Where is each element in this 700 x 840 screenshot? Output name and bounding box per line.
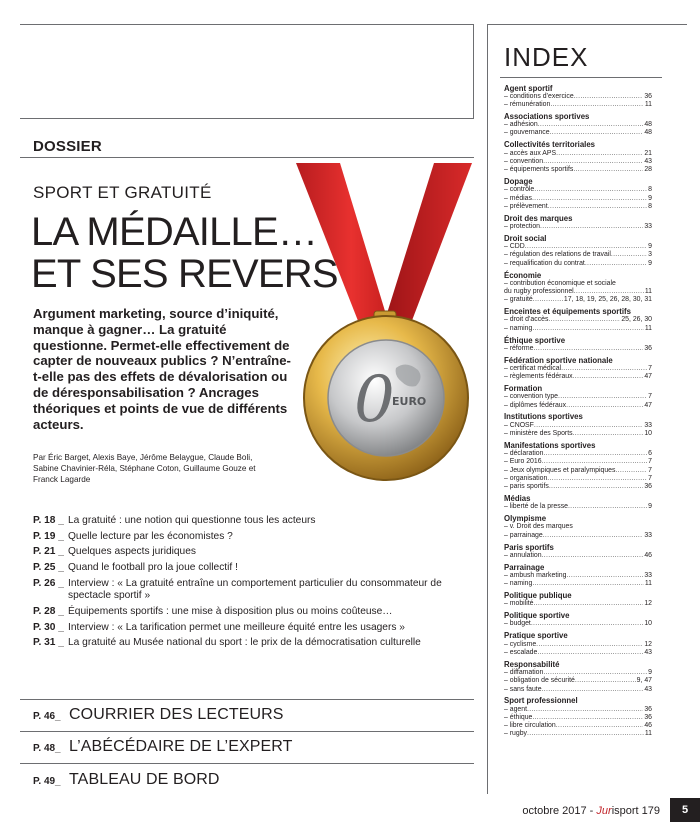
dot-leader [574,93,644,101]
dot-leader [573,430,644,438]
toc-text: La gratuité : une notion qui questionne tous les acteurs [68,515,316,526]
index-entry-pages: 10 [644,429,652,437]
dot-leader [556,722,644,730]
section-divider [20,157,474,158]
index-entry-pages: 11 [644,580,652,588]
toc-item[interactable] [33,546,473,559]
dot-leader [573,166,643,174]
index-entry-pages: 33 [644,421,652,429]
dot-leader [573,373,644,381]
index-entry-label: – v. Droit des marques [504,523,573,531]
index-entry-label: – paris sportifs [504,483,549,491]
rubric-title: COURRIER DES LECTEURS [69,706,284,723]
toc-page: P. 26 _ [33,577,64,589]
index-entry[interactable] [504,552,652,560]
index-heading: Olympisme [504,514,547,524]
index-entry-label: du rugby professionnel [504,288,574,296]
issue-number: isport 179 [611,805,660,817]
title-line-2: ET SES REVERS [31,252,338,296]
index-entry-label: – liberté de la presse [504,503,568,511]
index-entry-pages: 36 [644,92,652,100]
index-entry-pages: 11 [644,288,652,296]
index-entry[interactable] [504,483,652,491]
index-entry[interactable] [504,572,652,580]
index-entry-label: – escalade [504,648,538,656]
rubric-item[interactable] [33,706,284,724]
index-entry-label: – agent [504,705,527,713]
index-entry-label: – CDD [504,243,525,251]
brand-name: Jur [596,805,612,817]
index-list [504,81,652,739]
index-entry[interactable] [504,641,652,649]
index-entry-pages: 46 [644,551,652,559]
index-entry-label: – équipements sportifs [504,166,574,174]
toc-page: P. 30 _ [33,621,64,633]
index-entry[interactable] [504,203,652,211]
index-entry[interactable] [504,422,652,430]
ribbon-left [296,163,388,331]
index-entry[interactable] [504,532,652,540]
index-entry-label: – gouvernance [504,129,550,137]
index-entry-pages: 33 [644,222,652,230]
toc-page: P. 31 _ [33,637,64,649]
index-entry[interactable] [504,158,652,166]
index-entry-pages: 47 [644,401,652,409]
dot-leader [561,365,647,373]
rubric-title: L’ABÉCÉDAIRE DE L’EXPERT [69,738,293,755]
dot-leader [534,186,647,194]
index-entry-pages: 43 [644,157,652,165]
rubric-page: P. 46_ [33,711,61,722]
toc-page: P. 19 _ [33,530,64,542]
index-entry[interactable] [504,402,652,410]
index-entry-pages: 43 [644,648,652,656]
dot-leader [532,714,643,722]
kicker: SPORT ET GRATUITÉ [33,183,212,202]
index-heading: Enceintes et équipements sportifs [504,307,631,317]
index-entry[interactable] [504,467,652,475]
index-entry-label: – adhésion [504,121,538,129]
dot-leader [532,195,647,203]
toc-item[interactable] [33,531,473,544]
index-entry[interactable] [504,223,652,231]
index-entry[interactable] [504,243,652,251]
index-entry-label: – libre circulation [504,722,556,730]
index-entry-pages: 48 [644,121,652,129]
index-entry[interactable] [504,101,652,109]
dot-leader [543,450,647,458]
index-entry[interactable] [504,620,652,628]
index-entry-pages: 7 [648,474,652,482]
index-heading: Manifestations sportives [504,440,596,450]
index-entry-label: – requalification du contrat [504,259,585,267]
rubric-item[interactable] [33,738,293,756]
coin-numeral: 0 [354,363,395,437]
index-entry-label: – conditions d’exercice [504,92,574,100]
dot-leader [574,288,644,296]
index-entry-label: – protection [504,222,541,230]
index-entry-pages: 25, 26, 30 [621,316,652,324]
index-entry[interactable] [504,93,652,101]
issue-date: octobre 2017 - [522,805,597,817]
index-heading: Sport professionnel [504,696,578,706]
toc-page: P. 21 _ [33,546,64,558]
dot-leader [566,402,643,410]
dot-leader [543,158,643,166]
dot-leader [538,121,644,129]
index-entry[interactable] [504,296,652,304]
toc-page: P. 25 _ [33,562,64,574]
index-entry-pages: 3 [648,251,652,259]
index-entry-label: – parrainage [504,531,543,539]
index-heading: Droit des marques [504,213,573,223]
index-entry-pages: 36 [644,344,652,352]
index-entry[interactable] [504,365,652,373]
dot-leader [611,251,647,259]
index-entry-label: – naming [504,580,533,588]
index-entry-pages: 46 [644,722,652,730]
toc-text: Interview : « La tarification permet une meilleure équité entre les usagers » [68,621,405,633]
index-entry-label: – convention type [504,393,559,401]
dot-leader [542,458,648,466]
index-entry-pages: 7 [648,393,652,401]
index-entry-label: – ambush marketing [504,571,567,579]
toc-text: Quelques aspects juridiques [68,546,196,558]
index-entry-label: – régulation des relations de travail [504,251,611,259]
rubric-page: P. 48_ [33,743,61,754]
toc-text: Équipements sportifs : une mise à disposition plus ou moins coûteuse… [68,605,393,617]
index-entry[interactable] [504,649,652,657]
index-entry-pages: 36 [644,483,652,491]
index-heading: Économie [504,270,542,280]
rubric-divider [20,763,474,764]
index-entry[interactable] [504,669,652,677]
index-entry-pages: 11 [644,730,652,738]
index-divider [500,77,662,78]
index-entry-label: – ministère des Sports [504,429,573,437]
table-of-contents [33,515,473,653]
index-entry-label: – Jeux olympiques et paralympiques [504,466,616,474]
dot-leader [548,203,647,211]
index-heading: Éthique sportive [504,335,566,345]
page-number: 5 [670,798,700,822]
index-heading: Parrainage [504,562,545,572]
index-entry-pages: 6 [648,450,652,458]
index-entry-label: – budget [504,620,531,628]
index-entry[interactable] [504,195,652,203]
index-entry[interactable] [504,706,652,714]
dot-leader [548,316,620,324]
toc-text: La gratuité au Musée national du sport : le prix de la démocratisation culturelle [68,637,421,649]
toc-text: Interview : « La gratuité entraîne un comportement particulier du consommateur de spectacle sportif » [68,577,442,602]
index-entry-pages: 12 [644,600,652,608]
index-entry[interactable] [504,251,652,259]
dot-leader [532,580,643,588]
index-entry-label: – mobilité [504,600,534,608]
index-entry-pages: 11 [644,324,652,332]
index-entry-label: – certificat médical [504,364,562,372]
toc-text: Quand le football pro la joue collectif ! [68,562,238,574]
toc-item[interactable] [33,515,473,528]
index-entry-label: – diffamation [504,668,544,676]
index-heading: Dopage [504,177,533,187]
dot-leader [540,223,643,231]
dot-leader [543,669,647,677]
dot-leader [534,600,644,608]
toc-item[interactable] [33,637,473,650]
index-entry[interactable] [504,450,652,458]
dot-leader [549,483,644,491]
index-entry-pages: 17, 18, 19, 25, 26, 28, 30, 31 [563,296,652,304]
dot-leader [536,641,643,649]
index-heading: Collectivités territoriales [504,140,596,150]
issue-footer [522,805,660,817]
index-entry[interactable] [504,475,652,483]
index-entry-pages: 12 [644,640,652,648]
index-entry-pages: 9 [648,668,652,676]
lead-paragraph: Argument marketing, source d’iniquité, manque à gagner… La gratuité questionne. Permet-elle effectivement de capter de nouveaux publics ? N’entraîne-t-elle pas des effets de dévalorisation ou de déresponsabilisation ? Ancrages théoriques et points de vue de différents acteurs. [33,306,291,432]
dot-leader [542,552,644,560]
rubric-page: P. 49_ [33,776,61,787]
index-entry-pages: 36 [644,705,652,713]
index-entry-pages: 7 [648,364,652,372]
index-entry[interactable] [504,523,652,531]
toc-item[interactable] [33,562,473,575]
index-entry-label: – diplômes fédéraux [504,401,567,409]
toc-item[interactable] [33,606,473,619]
index-entry-pages: 7 [648,458,652,466]
index-heading: Responsabilité [504,659,560,669]
index-entry-pages: 43 [644,685,652,693]
index-entry-pages: 10 [644,620,652,628]
dot-leader [566,572,643,580]
index-entry[interactable] [504,393,652,401]
index-entry[interactable] [504,345,652,353]
index-entry-pages: 28 [644,166,652,174]
index-entry-pages: 33 [644,571,652,579]
dot-leader [537,649,643,657]
index-entry-label: – prélèvement [504,202,548,210]
index-entry-label: – médias [504,194,532,202]
index-entry-label: – obligation de sécurité [504,677,575,685]
index-entry[interactable] [504,288,652,296]
rubric-divider [20,731,474,732]
index-entry-label: – contrôle [504,186,535,194]
index-entry-label: – rugby [504,730,527,738]
dot-leader [558,393,647,401]
index-heading: Fédération sportive nationale [504,355,613,365]
index-entry-pages: 47 [644,373,652,381]
index-entry-pages: 36 [644,713,652,721]
dot-leader [542,686,644,694]
index-entry-pages: 9 [648,243,652,251]
index-entry-label: – droit d’accès [504,316,549,324]
index-entry-pages: 9, 47 [636,677,652,685]
index-heading: Institutions sportives [504,412,583,422]
index-heading: Pratique sportive [504,631,568,641]
dot-leader [527,730,644,738]
index-entry[interactable] [504,129,652,137]
dot-leader [556,150,643,158]
dot-leader [532,325,643,333]
index-entry[interactable] [504,150,652,158]
index-heading: Agent sportif [504,83,553,93]
rubric-item[interactable] [33,771,220,789]
toc-page: P. 18 _ [33,515,64,526]
section-label: DOSSIER [33,138,102,155]
index-heading: Politique sportive [504,611,570,621]
index-title: INDEX [504,42,589,72]
header-box [20,24,474,119]
index-heading: Associations sportives [504,111,590,121]
index-entry[interactable] [504,325,652,333]
index-entry-label: – éthique [504,713,533,721]
index-entry[interactable] [504,280,652,288]
dot-leader [575,677,636,685]
dot-leader [615,467,647,475]
index-entry[interactable] [504,186,652,194]
index-entry[interactable] [504,714,652,722]
index-entry-label: – gratuité [504,296,533,304]
index-entry-pages: 8 [648,202,652,210]
index-heading: Paris sportifs [504,542,554,552]
index-entry-label: – rémunération [504,101,551,109]
index-entry[interactable] [504,373,652,381]
index-entry[interactable] [504,580,652,588]
index-entry[interactable] [504,260,652,268]
index-heading: Politique publique [504,591,572,601]
index-entry-pages: 48 [644,129,652,137]
index-entry-label: – contribution économique et sociale [504,279,616,287]
index-entry-pages: 9 [648,503,652,511]
index-entry-pages: 33 [644,531,652,539]
rubric-title: TABLEAU DE BORD [69,771,220,788]
title-line-1: LA MÉDAILLE… [31,210,318,254]
index-entry-label: – organisation [504,474,548,482]
index-entry-label: – naming [504,324,533,332]
index-entry-label: – règlements fédéraux [504,373,573,381]
index-entry-pages: 7 [648,466,652,474]
dot-leader [543,532,644,540]
index-entry-label: – annulation [504,551,542,559]
index-entry-pages: 9 [648,259,652,267]
authors: Par Éric Barget, Alexis Baye, Jérôme Belaygue, Claude Boli, Sabine Chavinier-Réla, Stéphane Coton, Guillaume Gouze et Franck Lagarde [33,453,256,484]
index-entry-label: – déclaration [504,450,544,458]
index-entry-label: – réforme [504,344,534,352]
index-heading: Formation [504,384,543,394]
dot-leader [525,243,647,251]
index-entry[interactable] [504,121,652,129]
index-entry-label: – Euro 2016 [504,458,542,466]
index-entry-label: – CNOSF [504,421,534,429]
index-entry[interactable] [504,730,652,738]
index-heading: Médias [504,494,531,504]
index-entry-label: – sans faute [504,685,542,693]
dot-leader [585,260,647,268]
ribbon-right [384,163,472,331]
dot-leader [550,129,644,137]
index-entry-label: – cyclisme [504,640,537,648]
index-entry-pages: 8 [648,186,652,194]
index-entry-pages: 9 [648,194,652,202]
medal-image [284,163,484,493]
dot-leader [568,503,647,511]
index-entry-label: – convention [504,157,544,165]
index-entry[interactable] [504,600,652,608]
index-entry-label: – accès aux APS [504,149,557,157]
coin-currency: EURO [392,395,427,408]
index-entry[interactable] [504,677,652,685]
index-entry[interactable] [504,503,652,511]
index-entry[interactable] [504,458,652,466]
rubric-divider [20,699,474,700]
index-heading: Droit social [504,233,547,243]
toc-item[interactable] [33,622,473,635]
index-entry-pages: 21 [644,149,652,157]
index-entry-pages: 11 [644,101,652,109]
dot-leader [527,706,643,714]
dot-leader [550,101,643,109]
toc-item[interactable] [33,578,473,603]
dot-leader [547,475,647,483]
index-entry[interactable] [504,686,652,694]
dot-leader [531,620,644,628]
index-entry[interactable] [504,316,652,324]
index-entry[interactable] [504,166,652,174]
toc-text: Quelle lecture par les économistes ? [68,530,233,542]
index-entry[interactable] [504,722,652,730]
dot-leader [533,296,563,304]
index-entry[interactable] [504,430,652,438]
dot-leader [534,345,644,353]
dot-leader [534,422,643,430]
toc-page: P. 28 _ [33,605,64,617]
